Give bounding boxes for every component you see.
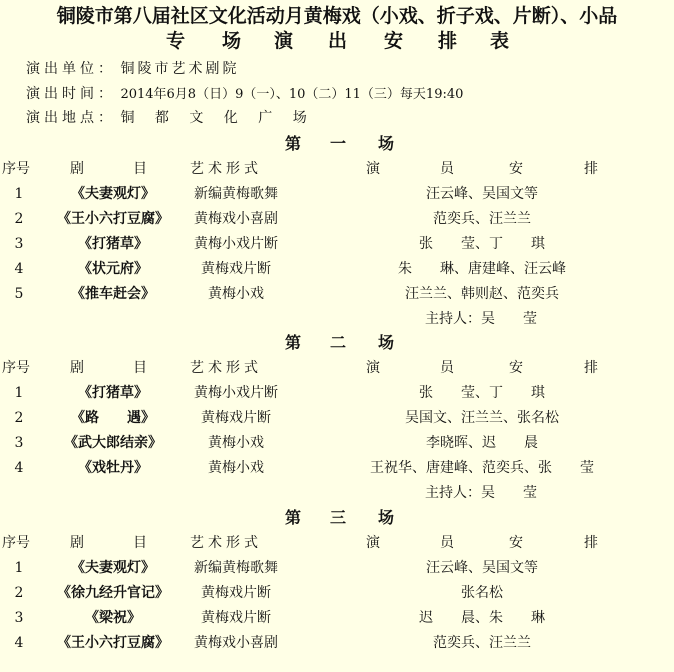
header-form: 艺术形式	[190, 360, 262, 376]
table-header	[0, 157, 674, 181]
table-row	[0, 631, 674, 655]
title-line-1: 铜陵市第八届社区文化活动月黄梅戏（小戏、折子戏、片断）、小品	[56, 5, 618, 27]
row-play: 《状元府》	[78, 261, 148, 277]
header-play-char: 目	[133, 535, 147, 551]
row-cast: 范奕兵、汪兰兰	[433, 635, 531, 651]
row-cast: 汪云峰、吴国文等	[426, 186, 538, 202]
info-time	[26, 84, 463, 105]
info-place	[26, 108, 315, 128]
header-form: 艺术形式	[190, 161, 262, 177]
row-num: 4	[14, 261, 24, 277]
table-row	[0, 207, 674, 231]
session-title-char: 三	[330, 508, 347, 527]
header-cast-char: 安	[509, 535, 523, 551]
header-cast-char: 排	[584, 161, 598, 177]
row-play: 《夫妻观灯》	[71, 186, 155, 202]
row-cast: 范奕兵、汪兰兰	[433, 211, 531, 227]
title-char: 演	[274, 30, 296, 52]
info-value: 铜陵市艺术剧院	[120, 61, 240, 77]
row-cast: 汪兰兰、韩则赵、范奕兵	[405, 286, 559, 302]
table-row	[0, 556, 674, 580]
session-title	[0, 505, 674, 527]
row-play: 《武大郎结亲》	[64, 435, 162, 451]
row-play: 《路 遇》	[71, 410, 155, 426]
table-row	[0, 381, 674, 405]
session-title-char: 一	[330, 134, 347, 153]
row-form: 黄梅戏片断	[201, 585, 271, 601]
row-play: 《戏牡丹》	[78, 460, 148, 476]
info-value: 铜 都 文 化 广 场	[120, 110, 315, 126]
table-row	[0, 182, 674, 206]
header-cast-char: 员	[440, 161, 454, 177]
row-form: 黄梅小戏片断	[194, 385, 278, 401]
table-row	[0, 282, 674, 306]
session-title-char: 场	[378, 508, 395, 527]
header-num: 序号	[2, 535, 30, 551]
row-num: 3	[14, 610, 24, 626]
header-cast-char: 演	[366, 161, 380, 177]
row-play: 《推车赶会》	[71, 286, 155, 302]
row-play: 《王小六打豆腐》	[57, 635, 169, 651]
session-title-char: 第	[285, 508, 302, 527]
info-label: 演出地点：	[26, 110, 116, 126]
header-cast-char: 安	[509, 161, 523, 177]
session-title-char: 场	[378, 333, 395, 352]
row-play: 《打猪草》	[78, 236, 148, 252]
header-num: 序号	[2, 161, 30, 177]
header-cast-char: 安	[509, 360, 523, 376]
row-form: 新编黄梅歌舞	[194, 560, 278, 576]
row-cast: 汪云峰、吴国文等	[426, 560, 538, 576]
table-row	[0, 581, 674, 605]
info-label: 演出单位：	[26, 61, 116, 77]
host-row	[0, 481, 674, 505]
row-cast: 张 莹、丁 琪	[419, 236, 545, 252]
row-cast: 张 莹、丁 琪	[419, 385, 545, 401]
row-form: 黄梅戏片断	[201, 410, 271, 426]
row-num: 2	[14, 410, 24, 426]
title-char: 排	[438, 30, 460, 52]
row-form: 黄梅戏片断	[201, 261, 271, 277]
row-form: 黄梅小戏	[208, 286, 264, 302]
header-form: 艺术形式	[190, 535, 262, 551]
header-cast-char: 员	[440, 360, 454, 376]
session-title	[0, 131, 674, 153]
row-play: 《王小六打豆腐》	[57, 211, 169, 227]
row-num: 1	[14, 385, 24, 401]
row-play: 《夫妻观灯》	[71, 560, 155, 576]
row-form: 黄梅戏小喜剧	[194, 211, 278, 227]
row-num: 4	[14, 635, 24, 651]
row-play: 《梁祝》	[85, 610, 141, 626]
info-value: 2014年6月8（日）9（一）、10（二）11（三）每天19:40	[120, 87, 464, 102]
row-cast: 张名松	[461, 585, 503, 601]
row-cast: 王祝华、唐建峰、范奕兵、张 莹	[370, 460, 594, 476]
title-char: 出	[328, 30, 350, 52]
info-unit	[26, 59, 239, 79]
host-name: 主持人：吴 莹	[425, 311, 537, 327]
header-cast-char: 演	[366, 535, 380, 551]
session-title	[0, 330, 674, 352]
table-header	[0, 356, 674, 380]
session-title-char: 二	[330, 333, 347, 352]
header-cast-char: 排	[584, 535, 598, 551]
header-num: 序号	[2, 360, 30, 376]
row-num: 1	[14, 560, 24, 576]
header-cast-char: 排	[584, 360, 598, 376]
title-char: 场	[222, 30, 244, 52]
table-row	[0, 431, 674, 455]
table-row	[0, 406, 674, 430]
row-form: 新编黄梅歌舞	[194, 186, 278, 202]
header-play-char: 目	[133, 360, 147, 376]
row-play: 《打猪草》	[78, 385, 148, 401]
header-cast-char: 员	[440, 535, 454, 551]
header-play-char: 剧	[70, 535, 84, 551]
header-play-char: 目	[133, 161, 147, 177]
row-cast: 迟 晨、朱 琳	[419, 610, 545, 626]
row-num: 1	[14, 186, 24, 202]
title-char: 安	[384, 30, 406, 52]
row-form: 黄梅戏片断	[201, 610, 271, 626]
row-num: 3	[14, 435, 24, 451]
row-form: 黄梅小戏	[208, 435, 264, 451]
host-row	[0, 307, 674, 331]
row-form: 黄梅小戏片断	[194, 236, 278, 252]
table-row	[0, 232, 674, 256]
session-title-char: 第	[285, 333, 302, 352]
row-cast: 朱 琳、唐建峰、汪云峰	[398, 261, 566, 277]
title-char: 表	[490, 30, 512, 52]
table-row	[0, 606, 674, 630]
row-play: 《徐九经升官记》	[57, 585, 169, 601]
row-cast: 吴国文、汪兰兰、张名松	[405, 410, 559, 426]
session-title-char: 第	[285, 134, 302, 153]
row-num: 5	[14, 286, 24, 302]
row-num: 3	[14, 236, 24, 252]
host-name: 主持人：吴 莹	[425, 485, 537, 501]
title-char: 专	[166, 30, 188, 52]
header-play-char: 剧	[70, 161, 84, 177]
row-num: 2	[14, 585, 24, 601]
row-num: 4	[14, 460, 24, 476]
header-play-char: 剧	[70, 360, 84, 376]
row-form: 黄梅戏小喜剧	[194, 635, 278, 651]
info-label: 演出时间：	[26, 86, 116, 102]
table-header	[0, 531, 674, 555]
row-num: 2	[14, 211, 24, 227]
header-cast-char: 演	[366, 360, 380, 376]
table-row	[0, 257, 674, 281]
table-row	[0, 456, 674, 480]
session-title-char: 场	[378, 134, 395, 153]
row-form: 黄梅小戏	[208, 460, 264, 476]
row-cast: 李晓晖、迟 晨	[426, 435, 538, 451]
